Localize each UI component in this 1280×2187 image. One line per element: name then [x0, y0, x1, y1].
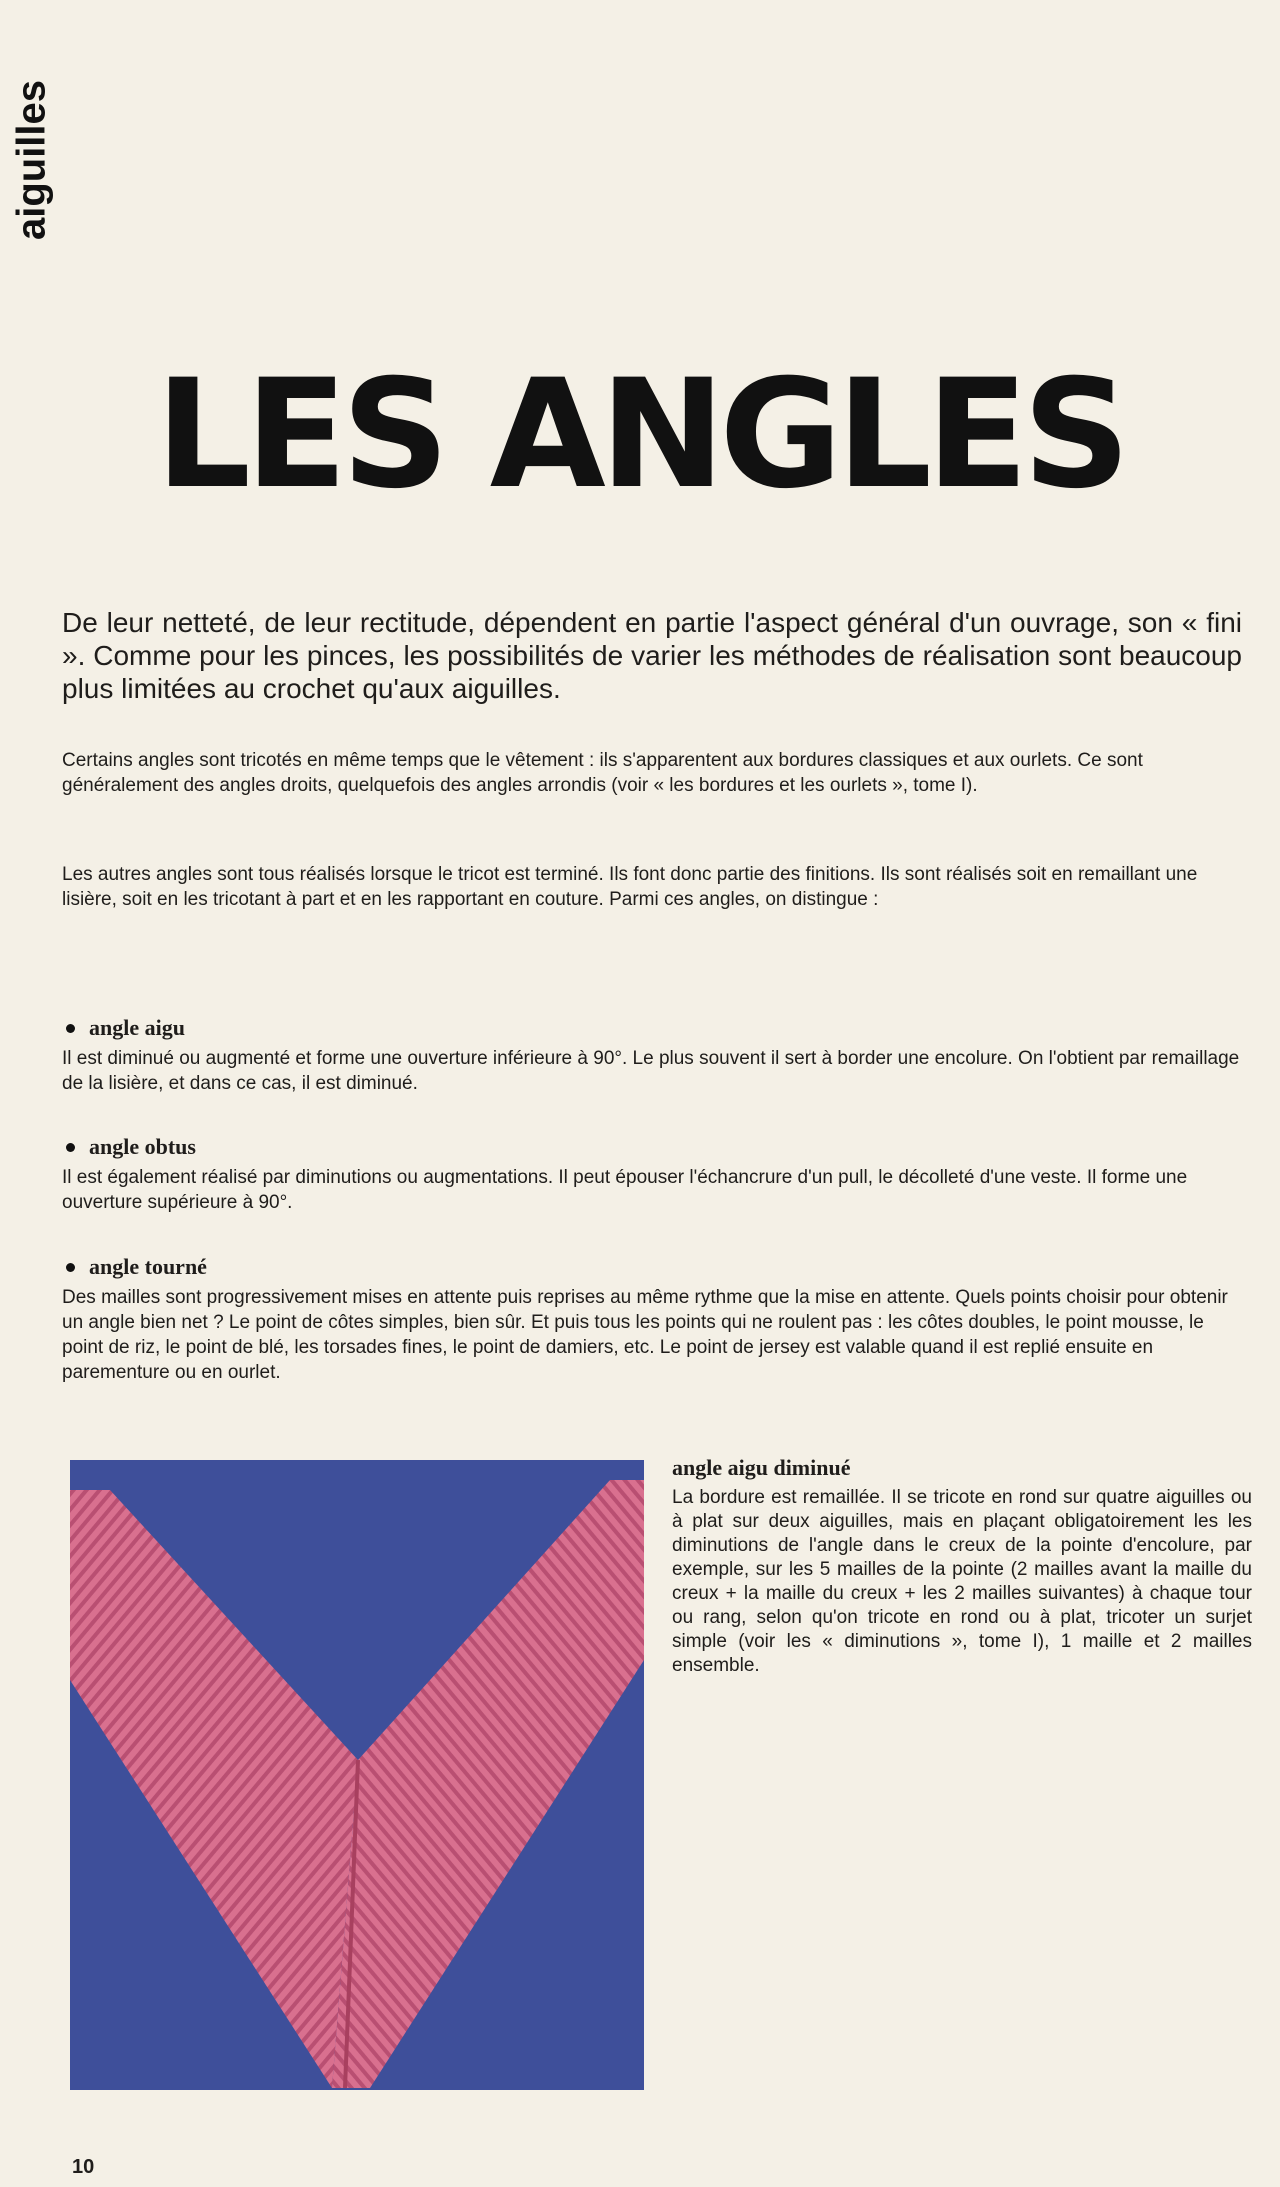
side-label — [9, 60, 54, 260]
knit-illustration — [70, 1460, 644, 2090]
intro-paragraph: De leur netteté, de leur rectitude, dépendent en partie l'aspect général d'un ouvrage, son « fini ». Comme pour les pinces, les possibilités de varier les méthodes de réalisation sont beaucoup plus limitées au crochet qu'aux aiguilles. — [62, 607, 1242, 704]
section-angle-tourne — [62, 1253, 1242, 1385]
aside-title: angle aigu diminué — [672, 1455, 851, 1480]
bullet-icon — [66, 1024, 75, 1033]
bullet-icon — [66, 1263, 75, 1272]
body-paragraph: Les autres angles sont tous réalisés lorsque le tricot est terminé. Ils font donc partie des finitions. Ils sont réalisés soit en remaillant une lisière, soit en les tricotant à part et en les rapportant en couture. Parmi ces angles, on distingue : — [62, 864, 1198, 910]
bullet-icon — [66, 1143, 75, 1152]
section-angle-aigu — [62, 1014, 1242, 1096]
section-body: Il est également réalisé par diminutions ou augmentations. Il peut épouser l'échancrure d'un pull, le décolleté d'une veste. Il forme une ouverture supérieure à 90°. — [62, 1167, 1188, 1213]
body-paragraph: Certains angles sont tricotés en même temps que le vêtement : ils s'apparentent aux bordures classiques et aux ourlets. Ce sont généralement des angles droits, quelquefois des angles arrondis (voir « les bordures et les ourlets », tome I). — [62, 750, 1143, 796]
section-title: angle aigu — [62, 1014, 1242, 1042]
section-body: Il est diminué ou augmenté et forme une ouverture inférieure à 90°. Le plus souvent il sert à border une encolure. On l'obtient par remaillage de la lisière, et dans ce cas, il est diminué. — [62, 1048, 1240, 1094]
page-title: LES ANGLES — [155, 348, 1125, 522]
aside-body: La bordure est remaillée. Il se tricote en rond sur quatre aiguilles ou à plat sur deux aiguilles, mais en plaçant obligatoirement les les diminutions de l'angle dans le creux de la pointe d'encolure, par exemple, sur les 5 mailles de la pointe (2 mailles avant la maille du creux + la maille du creux + les 2 mailles suivantes) à chaque tour ou rang, selon qu'on tricote en rond ou à plat, tricoter un surjet simple (voir les « diminutions », tome I), 1 maille et 2 mailles ensemble. — [672, 1487, 1252, 1676]
section-angle-obtus — [62, 1133, 1242, 1215]
aside-angle-aigu-diminue — [672, 1454, 1252, 1678]
side-label-text: aiguilles — [9, 79, 54, 241]
section-title: angle obtus — [62, 1133, 1242, 1161]
page-number: 10 — [72, 2156, 95, 2178]
section-title: angle tourné — [62, 1253, 1242, 1281]
section-body: Des mailles sont progressivement mises en attente puis reprises au même rythme que la mise en attente. Quels points choisir pour obtenir un angle bien net ? Le point de côtes simples, bien sûr. Et puis tous les points qui ne roulent pas : les côtes doubles, le point mousse, le point de riz, le point de blé, les torsades fines, le point de damiers, etc. Le point de jersey est valable quand il est replié ensuite en parementure ou en ourlet. — [62, 1287, 1228, 1383]
knitted-v-angle-photo — [70, 1460, 644, 2090]
